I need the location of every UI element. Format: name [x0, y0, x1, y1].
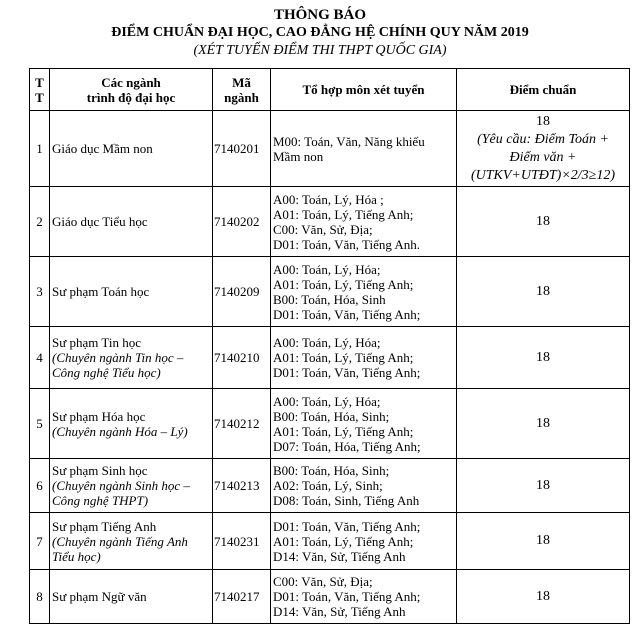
subject-combination: A00: Toán, Lý, Hóa;: [273, 393, 381, 409]
score-value: 18: [536, 477, 550, 493]
major-code: 7140231: [213, 513, 271, 570]
major-specialization: (Chuyên ngành Hóa – Lý): [52, 423, 188, 439]
table-row: [30, 513, 630, 570]
subject-combinations: [271, 570, 457, 624]
score-requirement: (Yêu cầu: Điểm Toán +: [477, 131, 609, 147]
subject-combination: B00: Toán, Hóa, Sinh;: [273, 408, 390, 424]
major-label: Sư phạm Tin học: [52, 335, 142, 350]
header-code: Mã ngành: [213, 69, 271, 111]
table-header-row: [30, 69, 630, 111]
header-subjects: Tổ hợp môn xét tuyển: [271, 69, 457, 111]
subject-combination: A02: Toán, Lý, Sinh;: [273, 478, 383, 493]
row-number: 1: [30, 111, 50, 187]
major-label: Sư phạm Hóa học: [52, 408, 146, 424]
major-code: 7140213: [213, 459, 271, 513]
announcement-title: THÔNG BÁO: [273, 7, 367, 23]
row-number: 5: [30, 389, 50, 459]
major-specialization: (Chuyên ngành Tiếng Anh Tiểu học): [52, 533, 188, 564]
subject-combination: D01: Toán, Văn, Tiếng Anh.: [273, 236, 421, 252]
table-row: [30, 459, 630, 513]
row-number: 7: [30, 513, 50, 570]
subject-combination: D01: Toán, Văn, Tiếng Anh;: [273, 518, 421, 534]
cutoff-score: [457, 459, 630, 513]
row-number: 2: [30, 187, 50, 257]
subject-combination: C00: Văn, Sử, Địa;: [273, 221, 373, 237]
subject-combinations: [271, 513, 457, 570]
major-label: Sư phạm Ngữ văn: [52, 589, 147, 604]
row-number: 8: [30, 570, 50, 624]
header-major: Các ngành trình độ đại học: [50, 69, 213, 111]
major-code: 7140210: [213, 327, 271, 389]
announcement-subtitle: ĐIỂM CHUẨN ĐẠI HỌC, CAO ĐẲNG HỆ CHÍNH QUY NĂM 2019: [111, 25, 529, 40]
cutoff-score: [457, 257, 630, 327]
table-row: [30, 389, 630, 459]
table-row: [30, 111, 630, 187]
major-specialization: (Chuyên ngành Sinh học – Công nghệ THPT): [52, 478, 190, 508]
cutoff-score: [457, 187, 630, 257]
subject-combination: D14: Văn, Sử, Tiếng Anh: [273, 604, 406, 619]
table-row: [30, 257, 630, 327]
major-code: 7140212: [213, 389, 271, 459]
cutoff-score: [457, 389, 630, 459]
score-value: 18: [536, 588, 550, 604]
score-value: 18: [536, 533, 550, 548]
subject-combinations: [271, 389, 457, 459]
major-name: [50, 257, 213, 327]
announcement-note: (XÉT TUYỂN ĐIỂM THI THPT QUỐC GIA): [193, 43, 447, 58]
row-number: 4: [30, 327, 50, 389]
subject-combination: C00: Văn, Sử, Địa;: [273, 574, 373, 589]
cutoff-score: [457, 513, 630, 570]
cutoff-score: [457, 327, 630, 389]
major-code: 7140217: [213, 570, 271, 624]
subject-combination: D01: Toán, Văn, Tiếng Anh;: [273, 365, 421, 380]
subject-combination: A01: Toán, Lý, Tiếng Anh;: [273, 533, 414, 549]
major-code: 7140209: [213, 257, 271, 327]
row-number: 6: [30, 459, 50, 513]
score-value: 18: [536, 283, 550, 299]
subject-combination: D07: Toán, Hóa, Tiếng Anh;: [273, 438, 421, 454]
header-score: Điểm chuẩn: [457, 69, 630, 111]
subject-combination: A01: Toán, Lý, Tiếng Anh;: [273, 423, 414, 439]
cutoff-score: [457, 111, 630, 187]
subject-combination: A01: Toán, Lý, Tiếng Anh;: [273, 206, 414, 222]
subject-combinations: [271, 327, 457, 389]
major-name: [50, 389, 213, 459]
subject-combinations: [271, 187, 457, 257]
major-label: Sư phạm Toán học: [52, 284, 150, 299]
score-value: 18: [536, 415, 550, 431]
major-name: [50, 570, 213, 624]
header-tt: T T: [30, 69, 50, 111]
cutoff-score: [457, 570, 630, 624]
major-label: Giáo dục Tiểu học: [52, 214, 148, 229]
table-row: [30, 327, 630, 389]
row-number: 3: [30, 257, 50, 327]
major-specialization: (Chuyên ngành Tin học – Công nghệ Tiểu học): [52, 350, 184, 380]
subject-combination: D01: Toán, Văn, Tiếng Anh;: [273, 589, 421, 604]
subject-combination: B00: Toán, Hóa, Sinh: [273, 291, 386, 307]
subject-combination: D14: Văn, Sử, Tiếng Anh: [273, 548, 406, 564]
score-value: 18: [536, 113, 550, 129]
major-label: Sư phạm Sinh học: [52, 463, 148, 478]
score-requirement: Điểm văn +: [509, 149, 577, 165]
subject-combination: B00: Toán, Hóa, Sinh;: [273, 463, 390, 478]
subject-combination: D08: Toán, Sinh, Tiếng Anh: [273, 493, 420, 508]
subject-combination: M00: Toán, Văn, Năng khiếu: [273, 133, 425, 149]
subject-combination: A00: Toán, Lý, Hóa;: [273, 261, 381, 277]
subject-combinations: [271, 111, 457, 187]
major-name: [50, 327, 213, 389]
major-code: 7140202: [213, 187, 271, 257]
major-name: [50, 513, 213, 570]
score-value: 18: [536, 213, 550, 229]
admission-score-table: [29, 68, 630, 624]
subject-combination: A00: Toán, Lý, Hóa ;: [273, 191, 384, 207]
subject-combinations: [271, 257, 457, 327]
major-name: [50, 459, 213, 513]
major-name: [50, 111, 213, 187]
subject-combinations: [271, 459, 457, 513]
subject-combination: Mầm non: [273, 148, 324, 164]
score-requirement: (UTKV+UTĐT)×2/3≥12): [470, 167, 616, 183]
major-label: Sư phạm Tiếng Anh: [52, 518, 157, 534]
table-row: [30, 570, 630, 624]
score-value: 18: [536, 349, 550, 365]
major-label: Giáo dục Mầm non: [52, 141, 153, 156]
major-name: [50, 187, 213, 257]
subject-combination: A01: Toán, Lý, Tiếng Anh;: [273, 276, 414, 292]
table-row: [30, 187, 630, 257]
subject-combination: D01: Toán, Văn, Tiếng Anh;: [273, 306, 421, 322]
subject-combination: A01: Toán, Lý, Tiếng Anh;: [273, 350, 414, 365]
major-code: 7140201: [213, 111, 271, 187]
subject-combination: A00: Toán, Lý, Hóa;: [273, 335, 381, 350]
